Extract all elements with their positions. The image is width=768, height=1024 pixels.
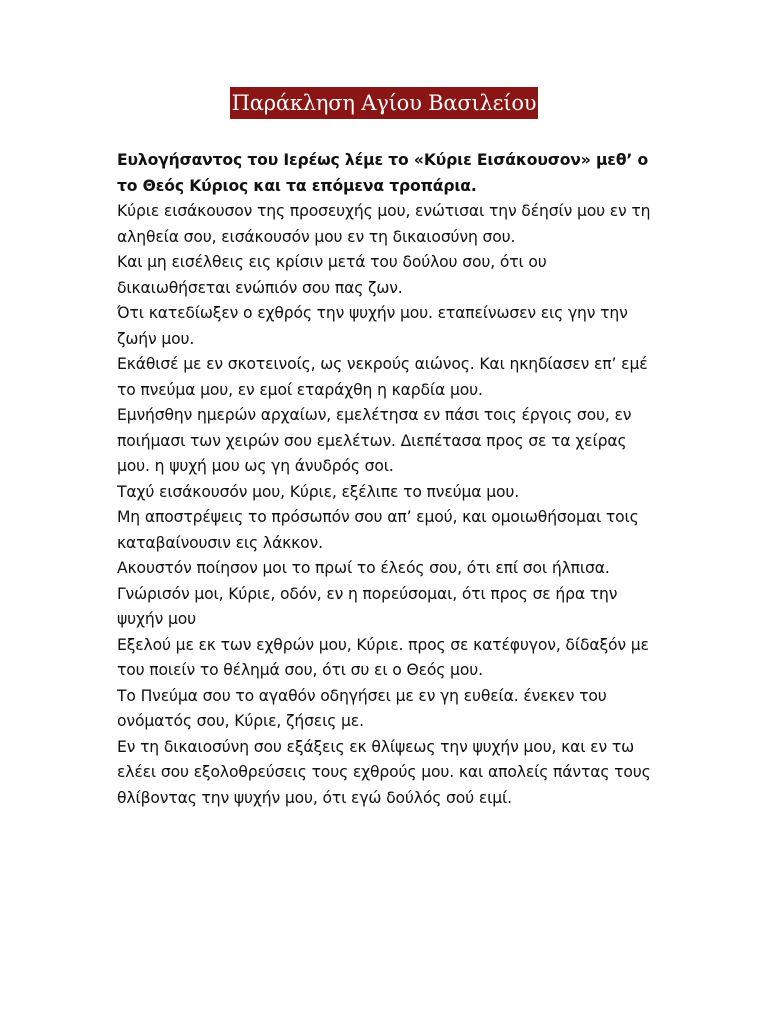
verse-12: Εν τη δικαιοσύνη σου εξάξεις εκ θλίψεως την ψυχήν μου, και εν τω ελέει σου εξολοθρεύσεις τους εχθρούς μου. και απολείς πάντας τους θλίβοντας την ψυχήν μου, ότι εγώ δούλός σού ειμί.	[117, 737, 651, 807]
document-title: Παράκληση Αγίου Βασιλείου	[230, 87, 539, 119]
verse-9: Γνώρισόν μοι, Κύριε, οδόν, εν η πορεύσομαι, ότι προς σε ήρα την ψυχήν μου	[117, 584, 618, 628]
verse-2: Και μη εισέλθεις εις κρίσιν μετά του δούλου σου, ότι ου δικαιωθήσεται ενώπιόν σου πας ζων.	[117, 253, 547, 297]
document-body	[117, 148, 657, 811]
verse-7: Μη αποστρέψεις το πρόσωπόν σου απ’ εμού, και ομοιωθήσομαι τοις καταβαίνουσιν εις λάκκον.	[117, 508, 639, 552]
verse-8: Ακουστόν ποίησον μοι το πρωί το έλεός σου, ότι επί σοι ήλπισα.	[117, 559, 610, 577]
verse-1: Κύριε εισάκουσον της προσευχής μου, ενώτισαι την δέησίν μου εν τη αληθεία σου, εισάκουσόν μου εν τη δικαιοσύνη σου.	[117, 202, 651, 246]
verse-5: Εμνήσθην ημερών αρχαίων, εμελέτησα εν πάσι τοις έργοις σου, εν ποιήμασι των χειρών σου εμελέτων. Διεπέτασα προς σε τα χείρας μου. η ψυχή μου ως γη άνυδρός σοι.	[117, 406, 632, 475]
verse-6: Ταχύ εισάκουσόν μου, Κύριε, εξέλιπε το πνεύμα μου.	[117, 482, 520, 501]
rubric-instruction: Ευλογήσαντος του Ιερέως λέμε το «Κύριε Εισάκουσον» μεθ’ ο το Θεός Κύριος και τα επόμενα τροπάρια.	[117, 151, 649, 195]
title-block	[0, 87, 768, 119]
verse-3: Ότι κατεδίωξεν ο εχθρός την ψυχήν μου. εταπείνωσεν εις γην την ζωήν μου.	[117, 304, 628, 348]
verse-10: Εξελού με εκ των εχθρών μου, Κύριε. προς σε κατέφυγον, δίδαξόν με του ποιείν το θέλημά σου, ότι συ ει ο Θεός μου.	[117, 635, 649, 679]
verse-4: Εκάθισέ με εν σκοτεινοίς, ως νεκρούς αιώνος. Και ηκηδίασεν επ’ εμέ το πνεύμα μου, εν εμοί εταράχθη η καρδία μου.	[117, 355, 648, 399]
verse-11: Το Πνεύμα σου το αγαθόν οδηγήσει με εν γη ευθεία. ένεκεν του ονόματός σου, Κύριε, ζήσεις με.	[117, 686, 607, 730]
